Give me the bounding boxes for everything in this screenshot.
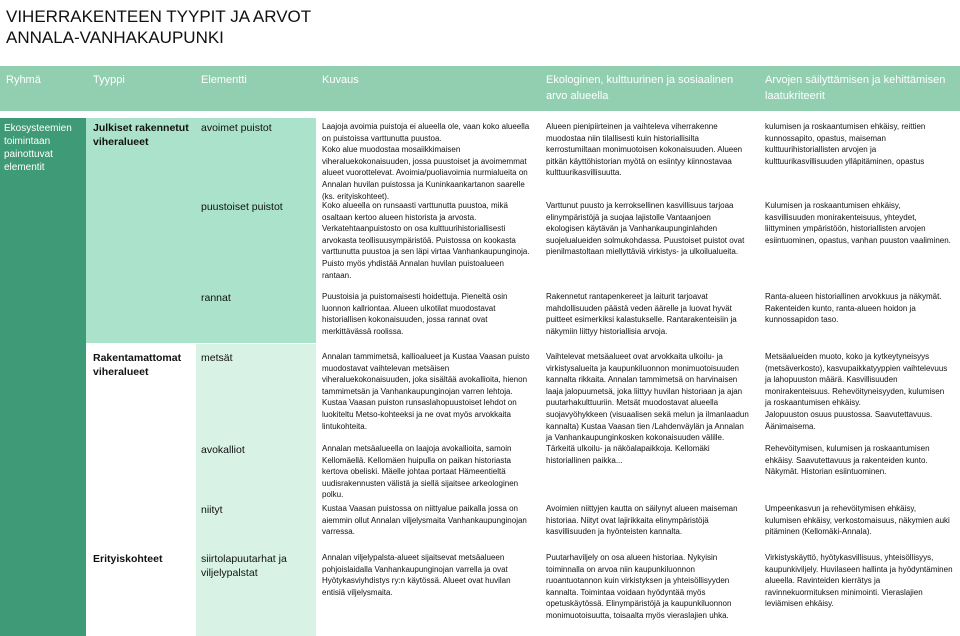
- desc-rannat: Puustoisia ja puistomaisesti hoidettuja. Pieneltä osin luonnon kallriontaa. Alueen ulkotilat muodostavat historiallisen kokonaisuuden, jossa rannat ovat merkittävässä roolissa.: [322, 292, 508, 336]
- title-line-2: ANNALA-VANHAKAUPUNKI: [6, 28, 224, 47]
- criteria-avokalliot: Rehevöitymisen, kulumisen ja roskaantumisen ehkäisy. Saavutettavuus ja rakenteiden kunto. Näkymät. Historian esiintuominen.: [765, 444, 930, 477]
- group-label: Ekosysteemien toimintaan painottuvat elementit: [4, 123, 72, 173]
- type-band-julkiset: [86, 118, 196, 343]
- type-julkiset: Julkiset rakennetut viheralueet: [93, 122, 189, 148]
- element-metsat: metsät: [201, 352, 233, 364]
- criteria-siirtolapuutarhat: Virkistyskäyttö, hyötykasvillisuus, yhteisöllisyys, kaupunkiviljely. Huvilaseen hallinta ja hyödyntäminen alueella. Ravinteiden kierrätys ja ravinnekuormituksen minimointi. Vieraslajien leviämisen ehkäisy.: [765, 553, 953, 609]
- element-avoimet: avoimet puistot: [201, 122, 272, 134]
- criteria-avoimet: kulumisen ja roskaantumisen ehkäisy, reittien kunnossapito, opastus, maiseman kulttuurihistoriallisten arvojen ja kulttuurikasvillisuuden ylläpitäminen, opastus: [765, 122, 926, 166]
- element-niityt: niityt: [201, 504, 223, 516]
- group-band: [0, 118, 86, 636]
- header-arvojen: Arvojen säilyttämisen ja kehittämisen laatukriteerit: [765, 74, 946, 102]
- page-title: [6, 6, 311, 48]
- type-erityiskohteet: Erityiskohteet: [93, 553, 163, 565]
- criteria-niityt: Umpeenkasvun ja rehevöitymisen ehkäisy, kulumisen ehkäisy, verkostomaisuus, näkymien auki pitäminen (Kellomäki-Annala).: [765, 504, 950, 537]
- header-tyyppi: Tyyppi: [93, 74, 125, 86]
- type-band-lower: [86, 343, 196, 636]
- value-rannat: Rakennetut rantapenkereet ja laiturit tarjoavat mahdollisuuden päästä veden äärelle ja luovat hyvät puitteet esimerkiksi kalastukselle. Rantarakenteisiin ja näkymiin liittyy historiallisia arvoja.: [546, 292, 737, 336]
- element-band-lower: [196, 343, 316, 636]
- header-ryhma: Ryhmä: [6, 74, 41, 86]
- criteria-metsat: Metsäalueiden muoto, koko ja kytkeytyneisyys (metsäverkosto), kasvupaikkatyyppien vaihtelevuus ja lahopuuston määrä. Kasvillisuuden monirakenteisuus. Rehevöityneisyyden, kulumisen ja roskaantumisen ehkäisy. Jalopuuston osuus puustossa. Saavutettavuus. Äänimaisema.: [765, 352, 948, 431]
- element-avokalliot: avokalliot: [201, 444, 245, 456]
- table-header: [0, 66, 960, 111]
- element-siirtolapuutarhat: siirtolapuutarhat ja viljelypalstat: [201, 553, 287, 579]
- criteria-rannat: Ranta-alueen historiallinen arvokkuus ja näkymät. Rakenteiden kunto, ranta-alueen hoidon ja kunnossapidon taso.: [765, 292, 942, 325]
- element-puustoiset: puustoiset puistot: [201, 201, 283, 213]
- value-puustoiset: Varttunut puusto ja kerroksellinen kasvillisuus tarjoaa elinympäristöjä ja suojaa lajistolle Vantaanjoen ekologisen käytävän ja Vanhankaupunginlahden suojelualueiden solmukohdassa. Puustoiset puistot ovat pienilmastoltaan miellyttäviä virkistys- ja ulkoilualueita.: [546, 201, 745, 257]
- header-kuvaus: Kuvaus: [322, 74, 359, 86]
- row-divider: [86, 343, 960, 344]
- header-ekologinen: Ekologinen, kulttuurinen ja sosiaalinen arvo alueella: [546, 74, 734, 102]
- element-rannat: rannat: [201, 292, 231, 304]
- value-metsat: Vaihtelevat metsäalueet ovat arvokkaita ulkoilu- ja virkistysalueita ja kaupunkiluonnon monimuotoisuuden kannalta rikkaita. Annalan tammimetsä on harvinaisen laaja jalopuumetsä, joka liittyy huvilan historiaan ja ajan puutarhakulttuuriin. Metsät muodostavat alueella suojavyöhykkeen (visuaalisen sekä melun ja ilmanlaadun kannalta) Kustaa Vaasan tien /Lahdenväylän ja Annalan ja Vanhankaupunginkosken kokonaisuuden välille.: [546, 352, 749, 443]
- desc-avokalliot: Annalan metsäalueella on laajoja avokallioita, samoin Kellomäellä. Kellomäen huipulla on paikan historiasta kertova obeliski. Mäelle johtaa portaat Hämeentieltä uudisrakennusten välistä ja siellä sijaitsee arkeologinen polku.: [322, 444, 519, 500]
- title-line-1: VIHERRAKENTEEN TYYPIT JA ARVOT: [6, 7, 312, 26]
- value-avoimet: Alueen pienipiirteinen ja vaihteleva viherrakenne muodostaa niin tilallisesti kuin historiallisilta kerrostumiltaan monimuotoisen kokonaisuuden. Alueen pitkän käyttöhistorian myötä on esiintyy kiinnostavaa kulttuurikasvillisuutta.: [546, 122, 743, 178]
- element-band-julkiset: [196, 118, 316, 343]
- type-rakentamattomat: Rakentamattomat viheralueet: [93, 352, 182, 378]
- desc-puustoiset: Koko alueella on runsaasti varttunutta puustoa, mikä osaltaan kertoo alueen historista ja arvosta. Verkatehtaanpuistosto on osa kulttuurihistoriallisesti arvokasta teollisuusympäristöä. Puistossa on kookasta varttunutta puustoa ja sen läpi virtaa Vanhankaupunginoja. Puisto myös yhdistää Annalan huvilan puistoalueen rantaan.: [322, 201, 530, 280]
- value-niityt: Avoimien niittyjen kautta on säilynyt alueen maiseman historiaa. Niityt ovat lajirikkaita elinympäristöjä kasvillisuuden ja hyönteisten kannalta.: [546, 504, 738, 537]
- value-siirtolapuutarhat: Puutarhaviljely on osa alueen historiaa. Nykyisin toiminnalla on arvoa niin kaupunkiluonnon ruoantuotannon kuin virkistyksen ja yhteisöllisyyden kannalta. Toimintaa voidaan hyödyntää myös opetuskäytössä. Elinympäristöjä ja kaupunkiluonnon monimuotoisuutta, toisaalta myös vieraslajien uhka.: [546, 553, 732, 620]
- desc-metsat: Annalan tammimetsä, kallioalueet ja Kustaa Vaasan puisto muodostavat vaihtelevan metsäisen viheraluekokonaisuuden, joka sisältää avokallioita, hienon tammimetsän ja Vanhankaupunginojan varren lehtoja. Kustaa Vaasan puiston runsaslahopuustoiset lehdot on luokiteltu Metso-kohteeksi ja ne ovat myös arvokkaita lintukohteita.: [322, 352, 530, 431]
- desc-avoimet: Laajoja avoimia puistoja ei alueella ole, vaan koko alueella on puistoissa varttunutta puustoa. Koko alue muodostaa mosaiikkimaisen viheraluekokonaisuuden, jossa puustoiset ja avoimemmat alueet vuorottelevat. Avoimia/puoliavoimia nurmialueita on Annalan huvilan puistossa ja Kuninkaankartanon saarelle (ks. erityiskohteet).: [322, 122, 530, 201]
- desc-niityt: Kustaa Vaasan puistossa on niittyalue paikalla jossa on aiemmin ollut Annalan viljelysmaita Vanhankaupunginojan varressa.: [322, 504, 527, 537]
- header-elementti: Elementti: [201, 74, 247, 86]
- value-avokalliot: Tärkeitä ulkoilu- ja näköalapaikkoja. Kellomäki historiallinen paikka...: [546, 444, 710, 465]
- criteria-puustoiset: Kulumisen ja roskaantumisen ehkäisy, kasvillisuuden monirakenteisuus, yhteydet, liittyminen ympäristöön, historiallisten arvojen esiintuominen, opastus, vanhan puuston vaaliminen.: [765, 201, 951, 245]
- desc-siirtolapuutarhat: Annalan viljelypalsta-alueet sijaitsevat metsäalueen pohjoislaidalla Vanhankaupunginojan varrella ja ovat Hyötykasviyhdistys ry:n käytössä. Alueet ovat huvilan entisiä viljelysmaita.: [322, 553, 511, 597]
